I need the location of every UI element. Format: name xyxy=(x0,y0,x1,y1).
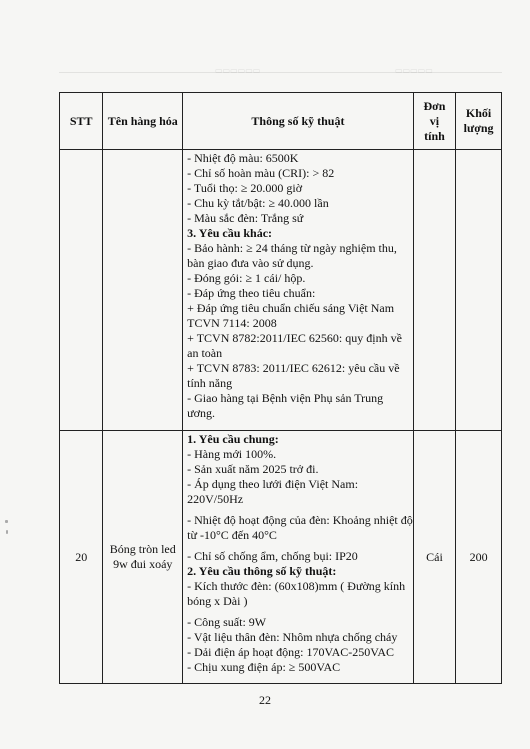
spec-line: tính năng xyxy=(187,376,233,390)
spec-line: - Nhiệt độ hoạt động của đèn: Khoảng nhiệt độ xyxy=(187,513,413,527)
scan-speck xyxy=(5,520,8,523)
spec-line: - Tuổi thọ: ≥ 20.000 giờ xyxy=(187,181,303,195)
spec-line: TCVN 7114: 2008 xyxy=(187,316,277,330)
unit-cell xyxy=(413,150,455,431)
spec-line: - Đáp ứng theo tiêu chuẩn: xyxy=(187,286,316,300)
specification-table xyxy=(59,92,502,684)
spec-line: - Hàng mới 100%. xyxy=(187,447,277,461)
spec-line: - Sản xuất năm 2025 trở đi. xyxy=(187,462,319,476)
spec-line: từ -10°C đến 40°C xyxy=(187,528,277,542)
spec-line: - Nhiệt độ màu: 6500K xyxy=(187,151,299,165)
header-qty xyxy=(456,93,502,150)
header-unit-line: vị xyxy=(429,113,440,128)
table-row-continued xyxy=(60,150,502,431)
page-number: 22 xyxy=(259,693,271,707)
header-spec: Thông số kỹ thuật xyxy=(183,93,414,150)
name-cell xyxy=(103,150,183,431)
header-unit xyxy=(413,93,455,150)
spec-line: - Vật liệu thân đèn: Nhôm nhựa chống cháy xyxy=(187,630,398,644)
spec-cell xyxy=(183,431,414,684)
spec-line: - Kích thước đèn: (60x108)mm ( Đường kính xyxy=(187,579,406,593)
spec-line: - Chỉ số chống ẩm, chống bụi: IP20 xyxy=(187,549,358,563)
spec-section-heading: 1. Yêu cầu chung: xyxy=(187,432,279,446)
bleed-through-line xyxy=(59,72,502,73)
header-qty-line: Khối xyxy=(465,106,492,120)
spec-line: - Công suất: 9W xyxy=(187,615,267,629)
name-cell xyxy=(103,431,183,684)
table-header-row xyxy=(60,93,502,150)
header-unit-line: Đơn xyxy=(423,98,446,113)
table-row-20 xyxy=(60,431,502,684)
spec-line: - Giao hàng tại Bệnh viện Phụ sản Trung xyxy=(187,391,384,405)
spec-line: + TCVN 8782:2011/IEC 62560: quy định về xyxy=(187,331,402,345)
spec-line: - Chu kỳ tắt/bật: ≥ 40.000 lần xyxy=(187,196,329,210)
header-unit-line: tính xyxy=(424,128,445,143)
bleed-through-mark: ▭▭▭▭▭▭ xyxy=(215,66,261,75)
stt-cell: 20 xyxy=(60,431,103,684)
unit-cell: Cái xyxy=(413,431,455,684)
spec-line: bàn giao đưa vào sử dụng. xyxy=(187,256,314,270)
spec-cell xyxy=(183,150,414,431)
qty-cell xyxy=(456,150,502,431)
scan-speck xyxy=(6,530,8,534)
spec-line: 220V/50Hz xyxy=(187,492,244,506)
spec-section-heading: 3. Yêu cầu khác: xyxy=(187,226,273,240)
header-stt: STT xyxy=(60,93,103,150)
item-name: Bóng tròn led 9w đui xoáy xyxy=(109,542,176,571)
spec-section-heading: 2. Yêu cầu thông số kỹ thuật: xyxy=(187,564,337,578)
spec-line: - Bảo hành: ≥ 24 tháng từ ngày nghiệm thu, xyxy=(187,241,397,255)
spec-line: + Đáp ứng tiêu chuẩn chiếu sáng Việt Nam xyxy=(187,301,395,315)
spec-line: - Màu sắc đèn: Trắng sứ xyxy=(187,211,304,225)
stt-cell xyxy=(60,150,103,431)
spec-line: + TCVN 8783: 2011/IEC 62612: yêu cầu về xyxy=(187,361,400,375)
spec-line: bóng x Dài ) xyxy=(187,594,248,608)
header-name: Tên hàng hóa xyxy=(103,93,183,150)
spec-line: - Chịu xung điện áp: ≥ 500VAC xyxy=(187,660,341,674)
spec-line: an toàn xyxy=(187,346,223,360)
spec-line: - Chỉ số hoàn màu (CRI): > 82 xyxy=(187,166,335,180)
header-qty-line: lượng xyxy=(463,121,494,135)
bleed-through-mark: ▭▭▭▭▭ xyxy=(395,66,433,75)
spec-line: - Dải điện áp hoạt động: 170VAC-250VAC xyxy=(187,645,395,659)
spec-line: - Áp dụng theo lưới điện Việt Nam: xyxy=(187,477,359,491)
qty-cell: 200 xyxy=(456,431,502,684)
spec-line: ương. xyxy=(187,406,215,420)
spec-line: - Đóng gói: ≥ 1 cái/ hộp. xyxy=(187,271,306,285)
